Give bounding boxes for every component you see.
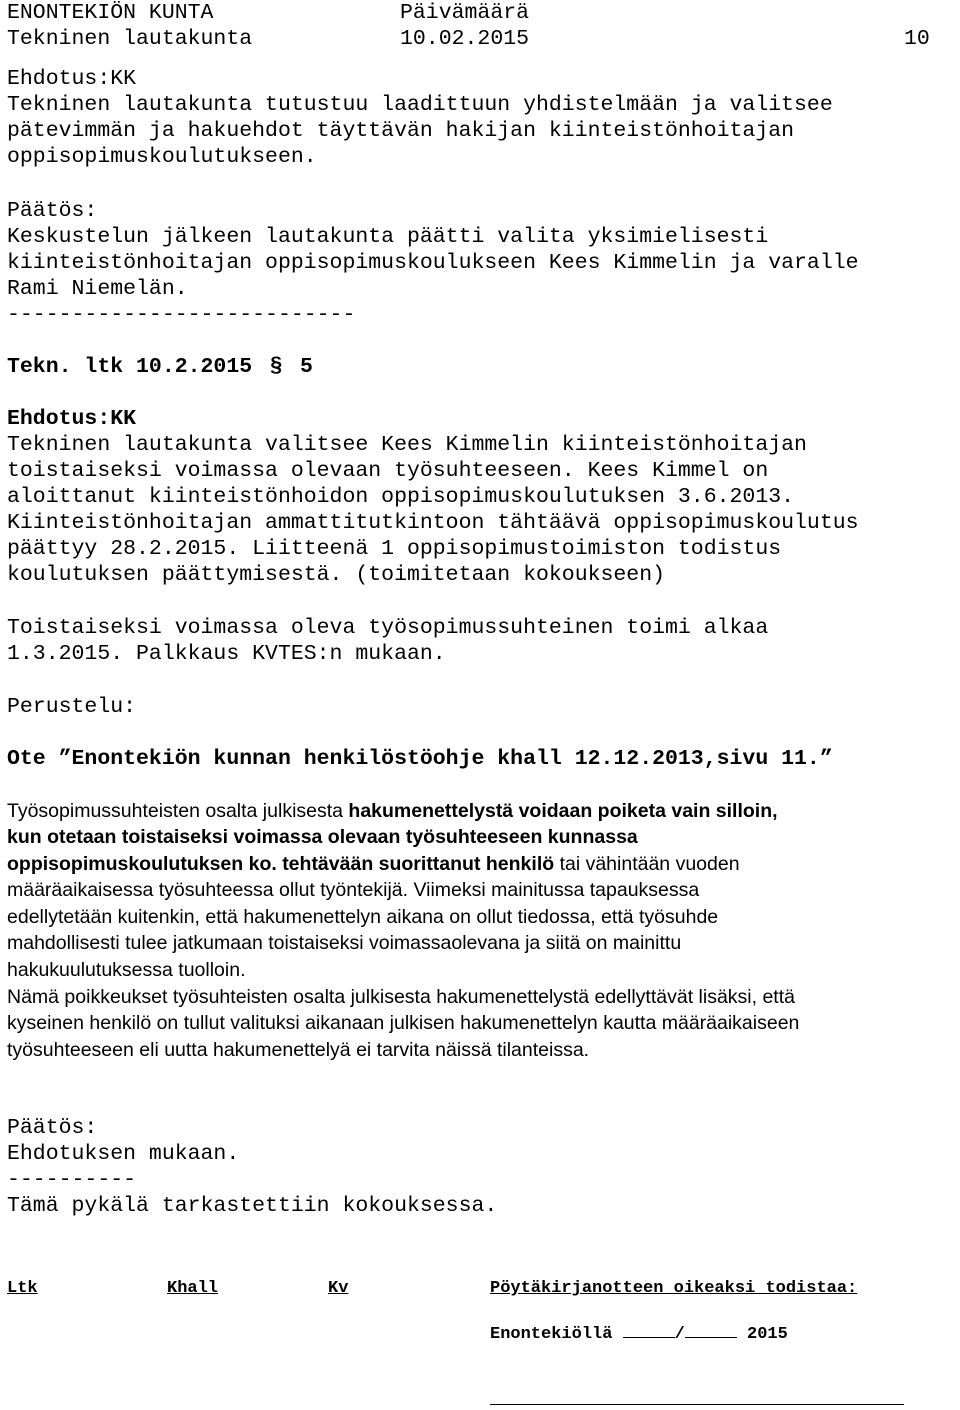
- employment-line: 1.3.2015. Palkkaus KVTES:n mukaan.: [7, 642, 446, 666]
- prev-decision-line: kiinteistönhoitajan oppisopimuskoulukseen Kees Kimmelin ja varalle: [7, 251, 859, 275]
- separator-line: ----------: [7, 1168, 137, 1192]
- meeting-date: 10.02.2015: [400, 27, 530, 51]
- quote-body-line: mahdollisesti tulee jatkumaan toistaiseksi voimassaolevana ja siitä on mainittu: [7, 932, 682, 954]
- quote-text-bold: oppisopimuskoulutuksen ko. tehtävään suorittanut henkilö: [7, 853, 555, 875]
- employment-line: Toistaiseksi voimassa oleva työsopimussuhteinen toimi alkaa: [7, 616, 769, 640]
- footer-year: 2015: [747, 1325, 788, 1344]
- signature-line: [490, 1404, 904, 1405]
- quote-body-line: edellytetään kuitenkin, että hakumenettelyn aikana on ollut tiedossa, että työsuhde: [7, 906, 719, 928]
- quote-body-line: määräaikaisessa työsuhteessa ollut työntekijä. Viimeksi mainitussa tapauksessa: [7, 879, 700, 901]
- item-number: 5: [299, 355, 313, 379]
- prev-proposal-line: Tekninen lautakunta tutustuu laadittuun yhdistelmään ja valitsee: [7, 93, 833, 117]
- quote-body-line: kyseinen henkilö on tullut valituksi aikanaan julkisen hakumenettelyn kautta määräaikaiseen: [7, 1012, 800, 1034]
- item-title: [7, 354, 313, 380]
- proposal-line: toistaiseksi voimassa olevaan työsuhteeseen. Kees Kimmel on: [7, 459, 769, 483]
- quote-text: Työsopimussuhteisten osalta julkisesta: [7, 800, 349, 822]
- quote-text-bold: hakumenettelystä voidaan poiketa vain silloin,: [348, 800, 778, 822]
- proposal-heading: Ehdotus:KK: [7, 407, 137, 431]
- reason-heading: Perustelu:: [7, 695, 137, 719]
- footer-kv: Kv: [328, 1279, 349, 1298]
- footer-ltk: Ltk: [7, 1279, 38, 1298]
- proposal-line: päättyy 28.2.2015. Liitteenä 1 oppisopimustoimiston todistus: [7, 537, 782, 561]
- footer-certify: Pöytäkirjanotteen oikeaksi todistaa:: [490, 1279, 858, 1298]
- footer-slash: /: [674, 1325, 685, 1344]
- day-blank: [623, 1321, 675, 1338]
- prev-decision-line: Keskustelun jälkeen lautakunta päätti valita yksimielisesti: [7, 225, 769, 249]
- prev-decision-heading: Päätös:: [7, 199, 98, 223]
- separator-line: ---------------------------: [7, 303, 356, 327]
- prev-decision-line: Rami Niemelän.: [7, 277, 188, 301]
- proposal-line: Tekninen lautakunta valitsee Kees Kimmelin kiinteistönhoitajan: [7, 433, 807, 457]
- quote-body-line: [7, 851, 740, 877]
- proposal-line: aloittanut kiinteistönhoidon oppisopimuskoulutuksen 3.6.2013.: [7, 485, 795, 509]
- proposal-line: Kiinteistönhoitajan ammattitutkintoon tähtäävä oppisopimuskoulutus: [7, 511, 859, 535]
- quote-text: tai vähintään vuoden: [554, 853, 740, 875]
- quote-body-line: kun otetaan toistaiseksi voimassa olevaan työsuhteeseen kunnassa: [7, 826, 638, 848]
- proposal-line: koulutuksen päättymisestä. (toimitetaan kokoukseen): [7, 563, 666, 587]
- quote-body-line: Nämä poikkeukset työsuhteisten osalta julkisesta hakumenettelystä edellyttävät lisäksi, että: [7, 986, 795, 1008]
- quote-body-line: työsuhteeseen eli uutta hakumenettelyä ei tarvita näissä tilanteissa.: [7, 1039, 590, 1061]
- item-title-prefix: Tekn. ltk 10.2.2015: [7, 355, 253, 379]
- quote-body-line: hakukuulutuksessa tuolloin.: [7, 959, 246, 981]
- quote-body-line: [7, 798, 778, 824]
- board-name: Tekninen lautakunta: [7, 27, 253, 51]
- page-number: 10: [904, 27, 930, 51]
- municipality-name: ENONTEKIÖN KUNTA: [7, 1, 214, 25]
- prev-proposal-line: pätevimmän ja hakuehdot täyttävän hakijan kiinteistönhoitajan: [7, 119, 795, 143]
- prev-proposal-heading: Ehdotus:KK: [7, 67, 137, 91]
- prev-proposal-line: oppisopimuskoulutukseen.: [7, 145, 317, 169]
- decision-text: Ehdotuksen mukaan.: [7, 1142, 240, 1166]
- month-blank: [685, 1321, 737, 1338]
- footer-place-date: [490, 1321, 788, 1346]
- decision-heading: Päätös:: [7, 1116, 98, 1140]
- footer-place: Enontekiöllä: [490, 1325, 613, 1344]
- date-label: Päivämäärä: [400, 1, 530, 25]
- quote-source-line: Ote ”Enontekiön kunnan henkilöstöohje khall 12.12.2013,sivu 11.”: [7, 747, 833, 771]
- checked-text: Tämä pykälä tarkastettiin kokouksessa.: [7, 1194, 498, 1218]
- footer-khall: Khall: [167, 1279, 219, 1298]
- section-symbol: §: [269, 355, 283, 379]
